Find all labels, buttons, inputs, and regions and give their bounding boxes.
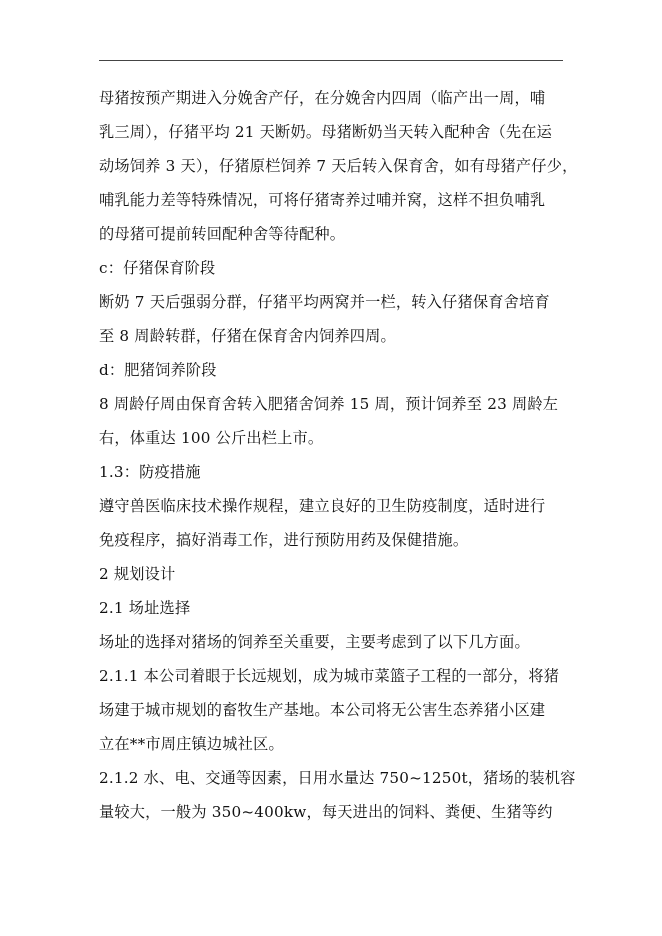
text-line: 场址的选择对猪场的饲养至关重要，主要考虑到了以下几方面。	[99, 633, 530, 651]
text-line: 8 周龄仔周由保育舍转入肥猪舍饲养 15 周，预计饲养至 23 周龄左	[99, 395, 559, 413]
text-line: 2.1.2 水、电、交通等因素，日用水量达 750~1250t，猪场的装机容	[99, 769, 576, 787]
text-line: 断奶 7 天后强弱分群，仔猪平均两窝并一栏，转入仔猪保育舍培育	[99, 293, 550, 311]
header-rule	[99, 60, 563, 61]
text-line: 2.1.1 本公司着眼于长远规划，成为城市菜篮子工程的一部分，将猪	[99, 667, 560, 685]
text-line: 立在**市周庄镇边城社区。	[99, 735, 284, 753]
text-line: 母猪按预产期进入分娩舍产仔，在分娩舍内四周（临产出一周，哺	[99, 89, 546, 107]
section-heading: c：仔猪保育阶段	[99, 259, 216, 277]
text-line: 乳三周），仔猪平均 21 天断奶。母猪断奶当天转入配种舍（先在运	[99, 123, 553, 141]
text-line: 至 8 周龄转群，仔猪在保育舍内饲养四周。	[99, 327, 396, 345]
document-body	[99, 84, 578, 826]
text-line: 遵守兽医临床技术操作规程，建立良好的卫生防疫制度，适时进行	[99, 497, 546, 515]
text-line: 量较大，一般为 350~400kw，每天进出的饲料、粪便、生猪等约	[99, 803, 553, 821]
text-line: 的母猪可提前转回配种舍等待配种。	[99, 225, 346, 243]
section-heading: d：肥猪饲养阶段	[99, 361, 217, 379]
text-line: 哺乳能力差等特殊情况，可将仔猪寄养过哺并窝，这样不担负哺乳	[99, 191, 546, 209]
text-line: 动场饲养 3 天），仔猪原栏饲养 7 天后转入保育舍，如有母猪产仔少，	[99, 157, 578, 175]
section-heading: 2 规划设计	[99, 565, 176, 583]
text-line: 右，体重达 100 公斤出栏上市。	[99, 429, 324, 447]
section-heading: 1.3：防疫措施	[99, 463, 201, 481]
section-heading: 2.1 场址选择	[99, 599, 191, 617]
text-line: 免疫程序，搞好消毒工作，进行预防用药及保健措施。	[99, 531, 469, 549]
text-line: 场建于城市规划的畜牧生产基地。本公司将无公害生态养猪小区建	[99, 701, 546, 719]
